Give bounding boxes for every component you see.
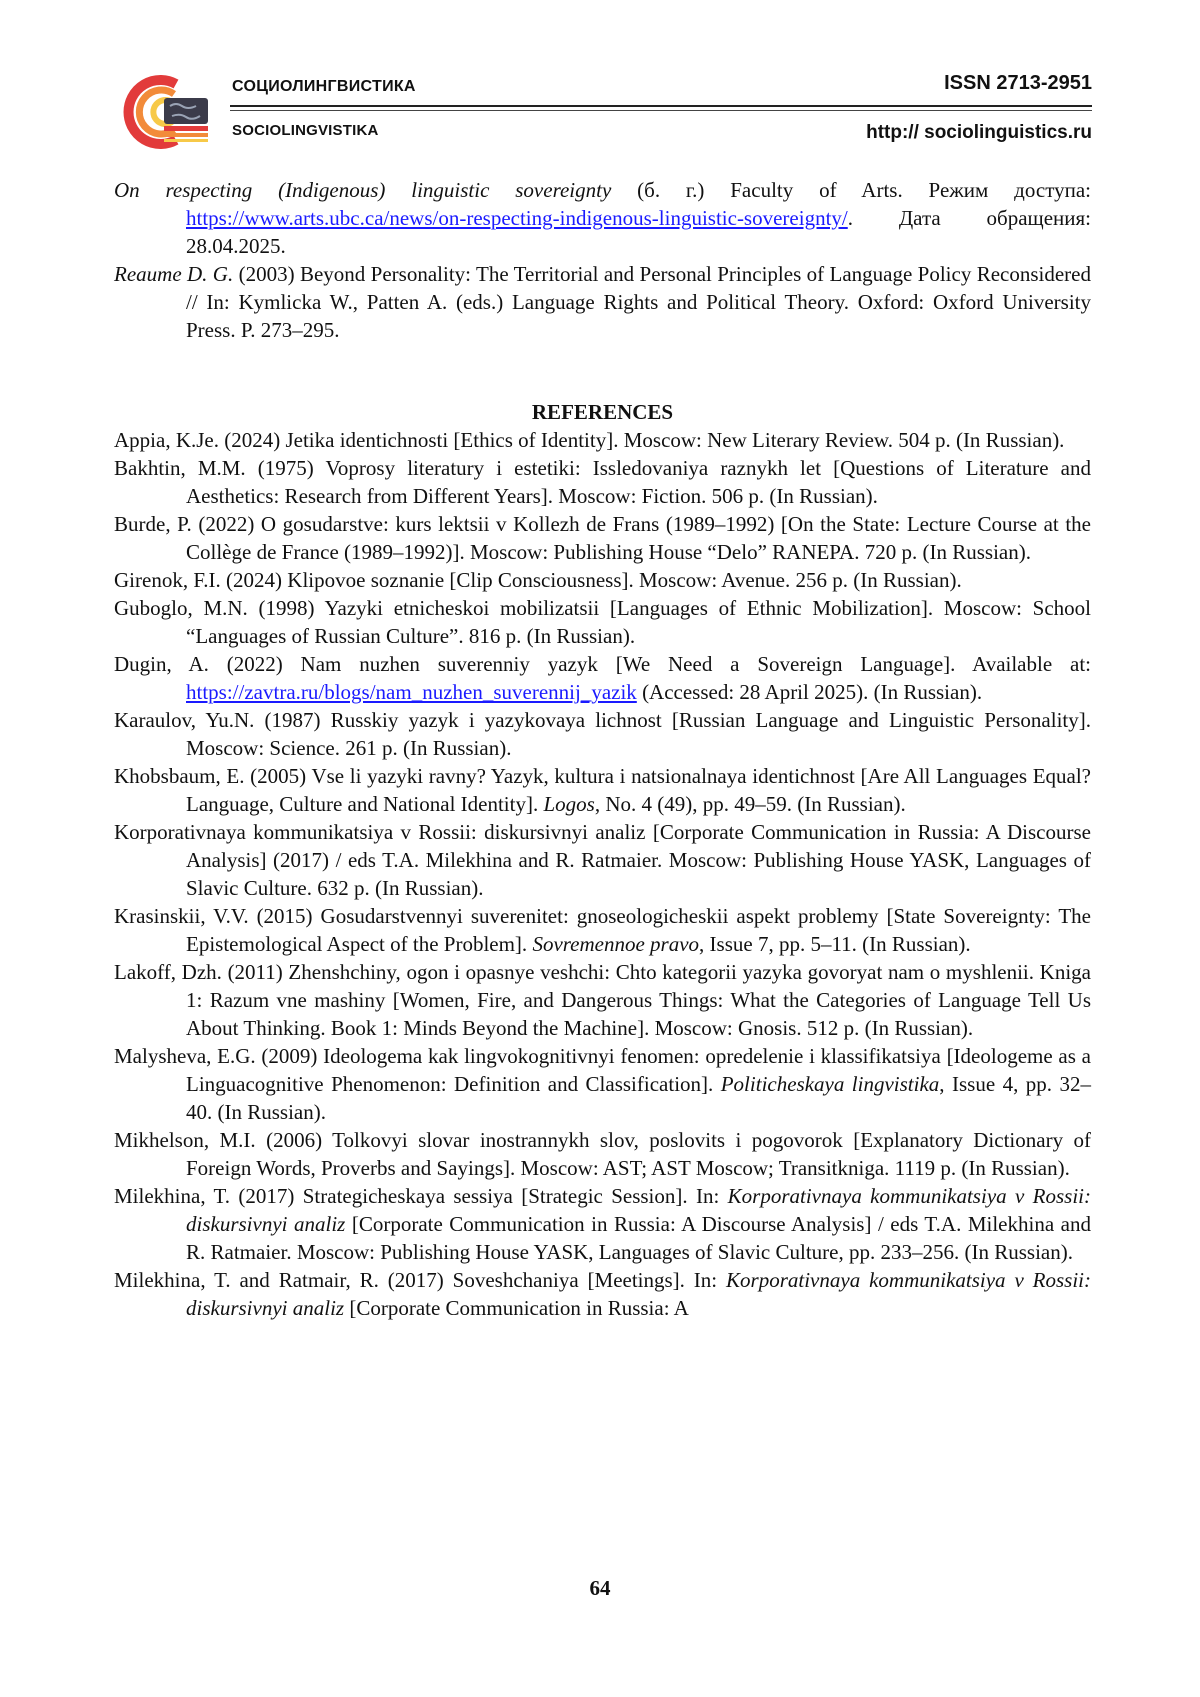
reference-text-after: (Accessed: 28 April 2025). (In Russian). (636, 680, 983, 704)
references-list (114, 426, 1091, 1322)
reference-italic: Korporativnaya kommunikatsiya v Rossii: diskursivnyi analiz (186, 1184, 1091, 1236)
page-number: 64 (589, 1576, 611, 1600)
reference-text: Dugin, A. (2022) Nam nuzhen suverenniy yazyk [We Need a Sovereign Language]. Available at: (114, 652, 1091, 676)
reference-entry (114, 510, 1091, 566)
reference-entry (114, 594, 1091, 650)
entry-italic: On respecting (Indigenous) linguistic sovereignty (114, 178, 612, 202)
reference-entry (114, 566, 1091, 594)
issn-label: ISSN 2713-2951 (944, 72, 1092, 94)
reference-text-after: [Corporate Communication in Russia: A Discourse Analysis] / eds T.A. Milekhina and R. Ratmaier. Moscow: Publishing House YASK, Languages of Slavic Culture, pp. 233–256. (In Russian). (186, 1212, 1091, 1264)
entry-text: (2003) Beyond Personality: The Territorial and Personal Principles of Language Policy Reconsidered // In: Kymlicka W., Patten A. (eds.) Language Rights and Political Theory. Oxford: Oxford University Press. P. 273–295. (186, 262, 1091, 342)
reference-text: Khobsbaum, E. (2005) Vse li yazyki ravny? Yazyk, kultura i natsionalnaya identichnost [Are All Languages Equal? Language, Culture and National Identity]. (114, 764, 1091, 816)
reference-entry (114, 706, 1091, 762)
reference-text: Mikhelson, M.I. (2006) Tolkovyi slovar inostrannykh slov, poslovits i pogovorok [Explanatory Dictionary of Foreign Words, Proverbs and Sayings]. Moscow: AST; AST Moscow; Transitkniga. 1119 p. (In Russian). (114, 1128, 1091, 1180)
reference-entry (114, 902, 1091, 958)
journal-url: http:// sociolinguistics.ru (866, 122, 1092, 143)
reference-text: Lakoff, Dzh. (2011) Zhenshchiny, ogon i opasnye veshchi: Chto kategorii yazyka govoryat nam o myshlenii. Kniga 1: Razum vne mashiny [Women, Fire, and Dangerous Things: What the Categories of Language Tell Us About Thinking. Book 1: Minds Beyond the Machine]. Moscow: Gnosis. 512 p. (In Russian). (114, 960, 1091, 1040)
reference-italic: Korporativnaya kommunikatsiya v Rossii: diskursivnyi analiz (186, 1268, 1091, 1320)
entry-text-after: . Дата обращения: 28.04.2025. (186, 206, 1091, 258)
bibliography-entry (114, 176, 1091, 260)
reference-text-after: , No. 4 (49), pp. 49–59. (In Russian). (594, 792, 906, 816)
header-divider (230, 105, 1092, 107)
journal-title-ru: СОЦИОЛИНГВИСТИКА (232, 78, 416, 95)
reference-entry (114, 958, 1091, 1042)
reference-text: Malysheva, E.G. (2009) Ideologema kak lingvokognitivnyi fenomen: opredelenie i klassifikatsiya [Ideologeme as a Linguacognitive Phenomenon: Definition and Classification]. (114, 1044, 1091, 1096)
reference-text: Guboglo, M.N. (1998) Yazyki etnicheskoi mobilizatsii [Languages of Ethnic Mobilization]. Moscow: School “Languages of Russian Culture”. 816 p. (In Russian). (114, 596, 1091, 648)
reference-text: Girenok, F.I. (2024) Klipovoe soznanie [Clip Consciousness]. Moscow: Avenue. 256 p. (In Russian). (114, 568, 962, 592)
reference-text-after: , Issue 4, pp. 32–40. (In Russian). (186, 1072, 1091, 1124)
reference-entry (114, 426, 1091, 454)
reference-entry (114, 1182, 1091, 1266)
journal-logo-icon (114, 74, 210, 150)
reference-entry (114, 1042, 1091, 1126)
page-content (114, 176, 1091, 1322)
section-spacer (114, 344, 1091, 398)
reference-text: Korporativnaya kommunikatsiya v Rossii: diskursivnyi analiz [Corporate Communication in Russia: A Discourse Analysis] (2017) / eds T.A. Milekhina and R. Ratmaier. Moscow: Publishing House YASK, Languages of Slavic Culture. 632 p. (In Russian). (114, 820, 1091, 900)
reference-italic: Politicheskaya lingvistika (720, 1072, 940, 1096)
reference-italic: Logos (543, 792, 595, 816)
journal-title-en: SOCIOLINGVISTIKA (232, 122, 379, 139)
reference-entry (114, 454, 1091, 510)
reference-text: Milekhina, T. (2017) Strategicheskaya sessiya [Strategic Session]. In: (114, 1184, 728, 1208)
reference-text: Appia, K.Je. (2024) Jetika identichnosti [Ethics of Identity]. Moscow: New Literary Review. 504 p. (In Russian). (114, 428, 1065, 452)
references-heading: REFERENCES (531, 400, 674, 424)
reference-text-after: , Issue 7, pp. 5–11. (In Russian). (699, 932, 971, 956)
reference-text: Karaulov, Yu.N. (1987) Russkiy yazyk i yazykovaya lichnost [Russian Language and Linguistic Personality]. Moscow: Science. 261 p. (In Russian). (114, 708, 1091, 760)
reference-text: Bakhtin, M.M. (1975) Voprosy literatury i estetiki: Issledovaniya raznykh let [Questions of Literature and Aesthetics: Research from Different Years]. Moscow: Fiction. 506 p. (In Russian). (114, 456, 1091, 508)
entry-italic: Reaume D. G. (114, 262, 234, 286)
reference-text: Burde, P. (2022) O gosudarstve: kurs lektsii v Kollezh de Frans (1989–1992) [On the State: Lecture Course at the Collège de France (1989–1992)]. Moscow: Publishing House “Delo” RANEPA. 720 p. (In Russian). (114, 512, 1091, 564)
reference-italic: Sovremennoe pravo (532, 932, 700, 956)
reference-entry (114, 1266, 1091, 1322)
entry-text: (б. г.) Faculty of Arts. Режим доступа: (611, 178, 1091, 202)
reference-link[interactable]: https://zavtra.ru/blogs/nam_nuzhen_suverennij_yazik (186, 680, 637, 704)
reference-text: Krasinskii, V.V. (2015) Gosudarstvennyi suverenitet: gnoseologicheskii aspekt problemy [State Sovereignty: The Epistemological Aspect of the Problem]. (114, 904, 1091, 956)
reference-text-after: [Corporate Communication in Russia: A (344, 1296, 689, 1320)
bibliography-entry (114, 260, 1091, 344)
header-divider-thin (230, 110, 1092, 111)
reference-entry (114, 762, 1091, 818)
reference-entry (114, 818, 1091, 902)
reference-entry (114, 1126, 1091, 1182)
reference-text: Milekhina, T. and Ratmair, R. (2017) Soveshchaniya [Meetings]. In: (114, 1268, 727, 1292)
entry-link[interactable]: https://www.arts.ubc.ca/news/on-respecting-indigenous-linguistic-sovereignty/ (186, 206, 848, 230)
page-header (114, 72, 1092, 152)
reference-entry (114, 650, 1091, 706)
